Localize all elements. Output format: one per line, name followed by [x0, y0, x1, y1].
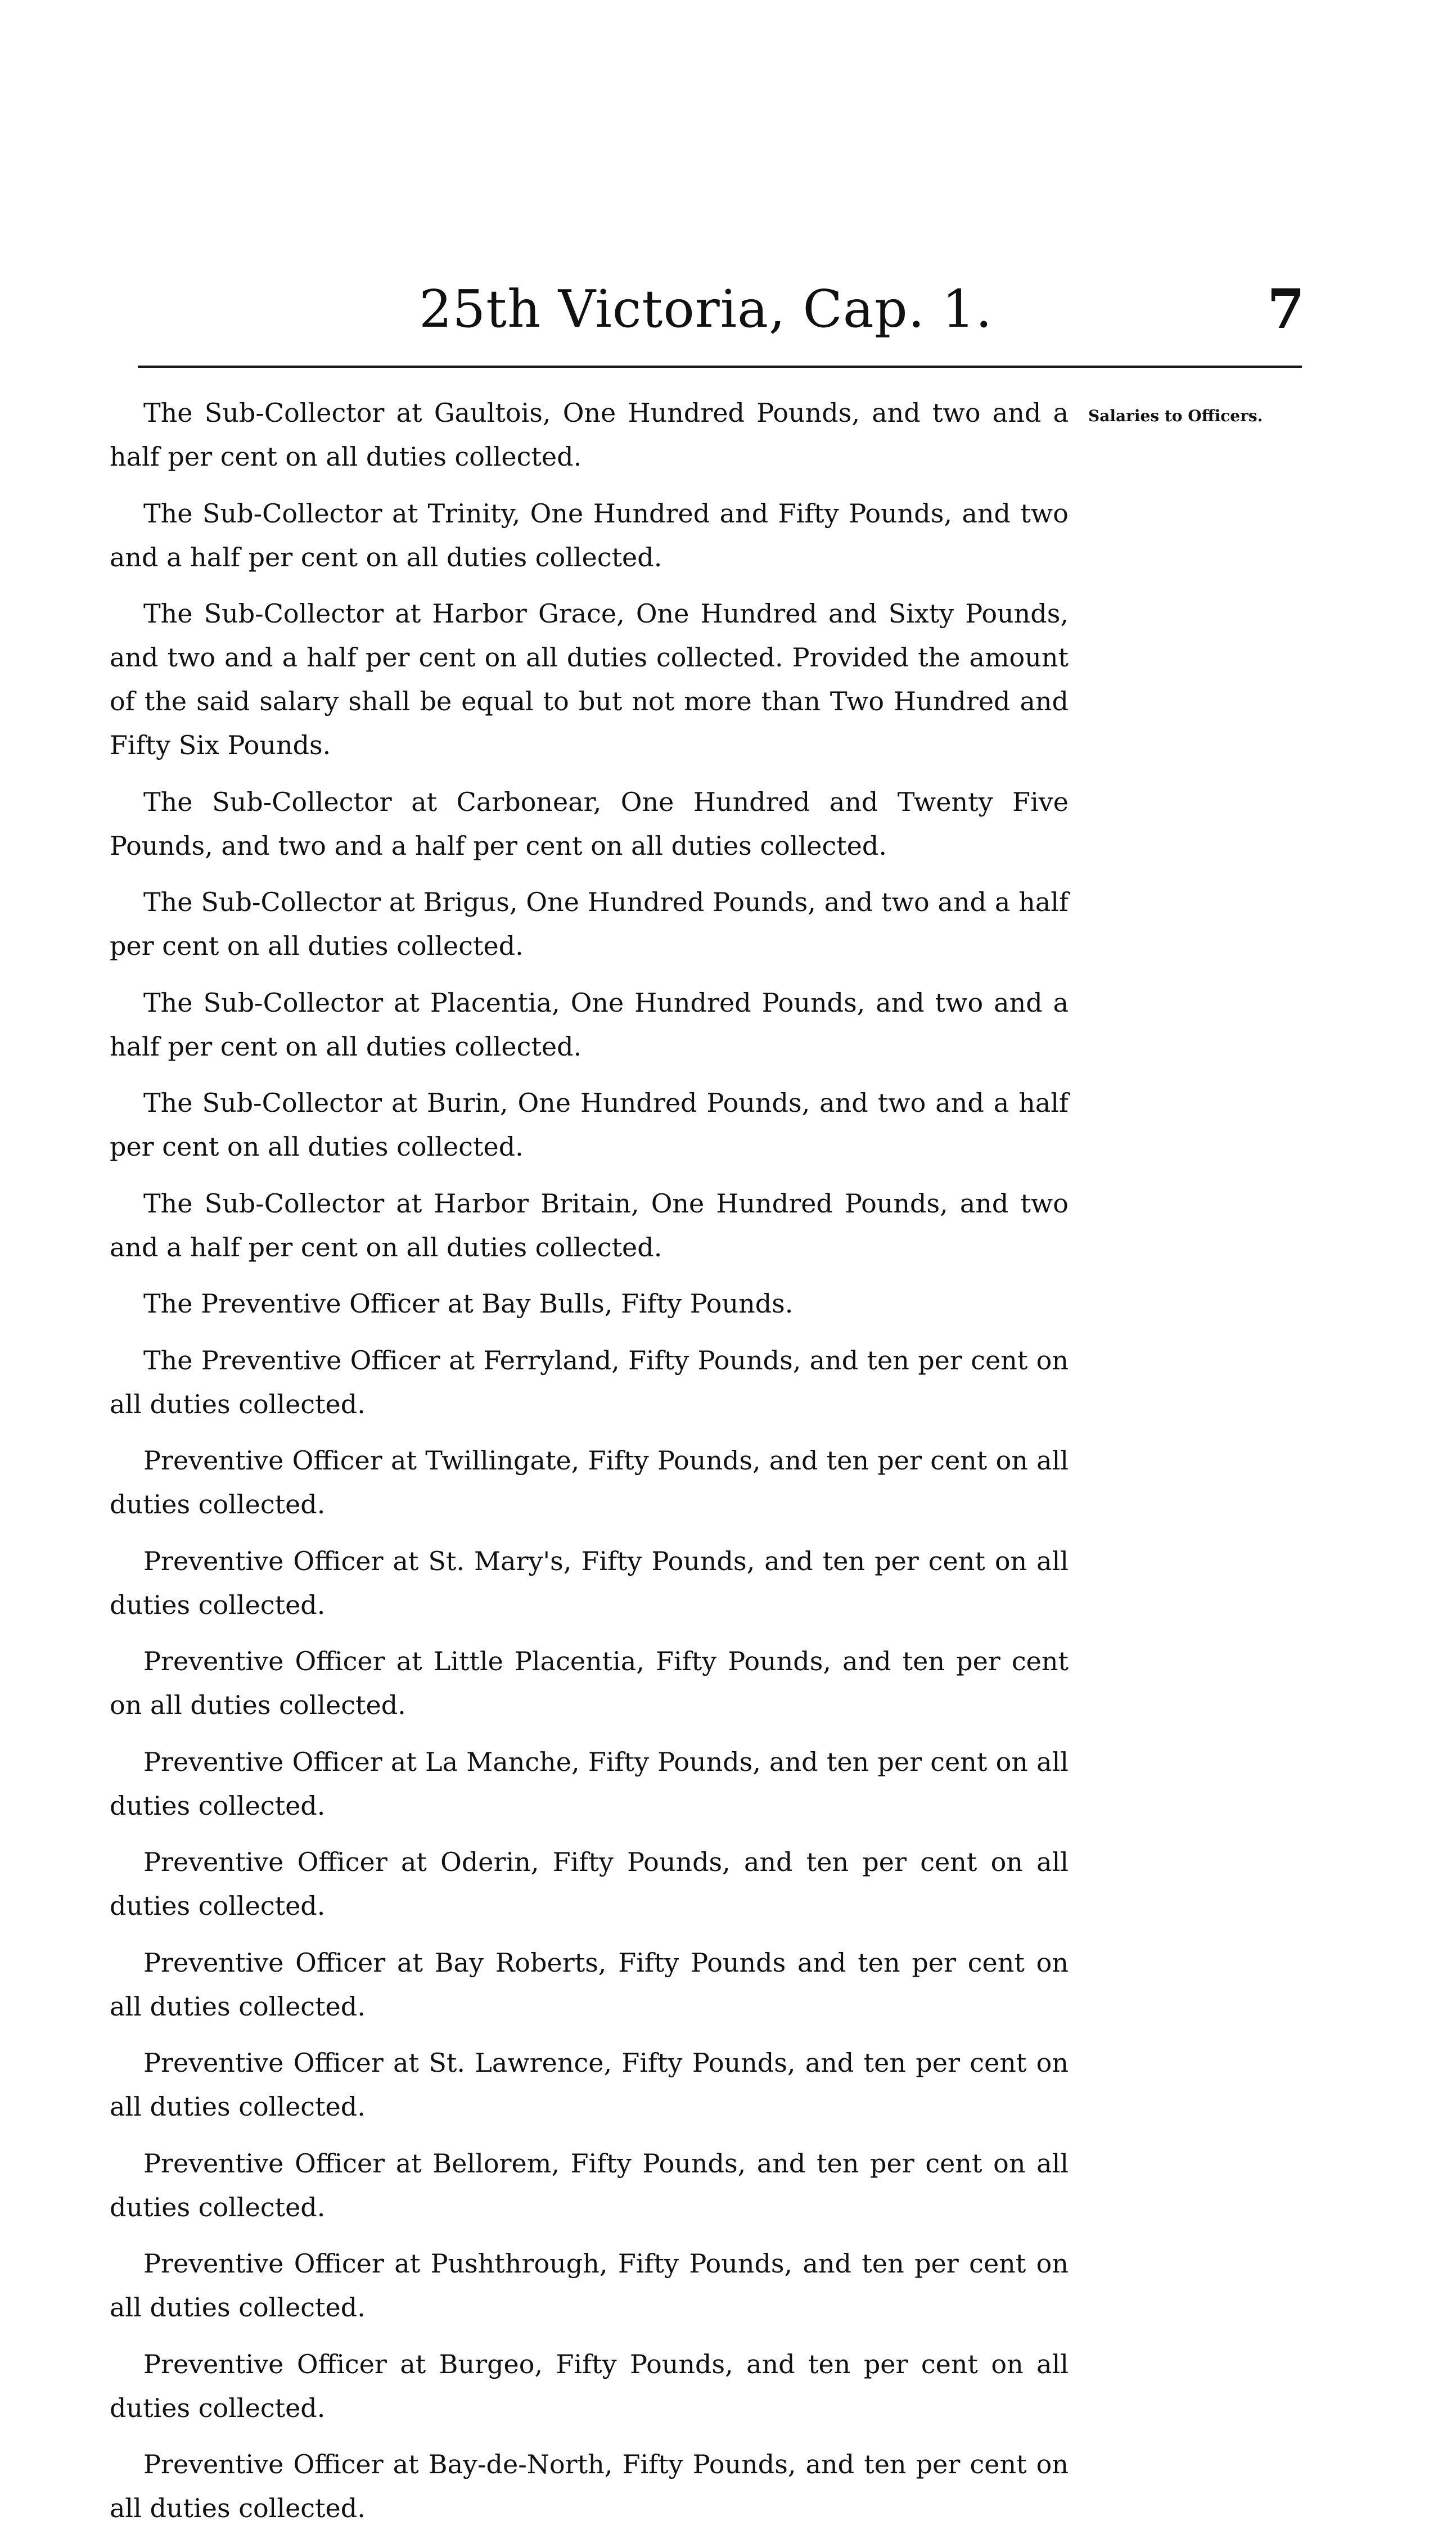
paragraph-st-lawrence: Preventive Officer at St. Lawrence, Fifty Pounds, and ten per cent on all duties collected. [110, 2048, 1069, 2122]
paragraph-bellorem: Preventive Officer at Bellorem, Fifty Pounds, and ten per cent on all duties collected. [110, 2148, 1069, 2222]
paragraph-pushthrough: Preventive Officer at Pushthrough, Fifty Pounds, and ten per cent on all duties collected. [110, 2248, 1069, 2323]
paragraph-twillingate: Preventive Officer at Twillingate, Fifty Pounds, and ten per cent on all duties collected. [110, 1445, 1069, 1520]
paragraph-bay-de-north: Preventive Officer at Bay-de-North, Fifty Pounds, and ten per cent on all duties collected. [110, 2449, 1069, 2523]
paragraph-carbonear: The Sub-Collector at Carbonear, One Hundred and Twenty Five Pounds, and two and a half per cent on all duties collected. [110, 786, 1069, 861]
page-number: 7 [1267, 277, 1305, 341]
paragraph-bay-bulls: The Preventive Officer at Bay Bulls, Fifty Pounds. [143, 1288, 794, 1319]
margin-note: Salaries to Officers. [1088, 407, 1263, 425]
paragraph-little-placentia: Preventive Officer at Little Placentia, Fifty Pounds, and ten per cent on all duties collected. [110, 1646, 1069, 1720]
paragraph-burgeo: Preventive Officer at Burgeo, Fifty Pounds, and ten per cent on all duties collected. [110, 2348, 1069, 2423]
paragraph-ferryland: The Preventive Officer at Ferryland, Fifty Pounds, and ten per cent on all duties collected. [110, 1345, 1069, 1419]
paragraph-la-manche: Preventive Officer at La Manche, Fifty Pounds, and ten per cent on all duties collected. [110, 1746, 1069, 1821]
paragraph-oderin: Preventive Officer at Oderin, Fifty Pounds, and ten per cent on all duties collected. [110, 1847, 1069, 1921]
paragraph-placentia: The Sub-Collector at Placentia, One Hundred Pounds, and two and a half per cent on all duties collected. [110, 987, 1069, 1062]
paragraph-st-marys: Preventive Officer at St. Mary's, Fifty Pounds, and ten per cent on all duties collected. [110, 1545, 1069, 1620]
paragraph-bay-roberts: Preventive Officer at Bay Roberts, Fifty Pounds and ten per cent on all duties collected. [110, 1947, 1069, 2022]
paragraph-trinity: The Sub-Collector at Trinity, One Hundred and Fifty Pounds, and two and a half per cent on all duties collected. [110, 498, 1069, 572]
header-rule [138, 366, 1302, 368]
paragraph-gaultois: The Sub-Collector at Gaultois, One Hundred Pounds, and two and a half per cent on all duties collected. [110, 398, 1069, 472]
page-header [112, 276, 1305, 354]
paragraph-brigus: The Sub-Collector at Brigus, One Hundred Pounds, and two and a half per cent on all duties collected. [110, 887, 1069, 961]
paragraph-burin: The Sub-Collector at Burin, One Hundred Pounds, and two and a half per cent on all duties collected. [110, 1088, 1069, 1162]
running-title: 25th Victoria, Cap. 1. [419, 279, 993, 339]
paragraph-harbor-grace: The Sub-Collector at Harbor Grace, One Hundred and Sixty Pounds, and two and a half per cent on all duties collected. Provided the amount of the said salary shall be equal to but not more than Two Hundred and Fifty Six Pounds. [110, 598, 1069, 760]
body-text [110, 391, 1069, 2543]
paragraph-harbor-britain: The Sub-Collector at Harbor Britain, One Hundred Pounds, and two and a half per cent on all duties collected. [110, 1188, 1069, 1263]
